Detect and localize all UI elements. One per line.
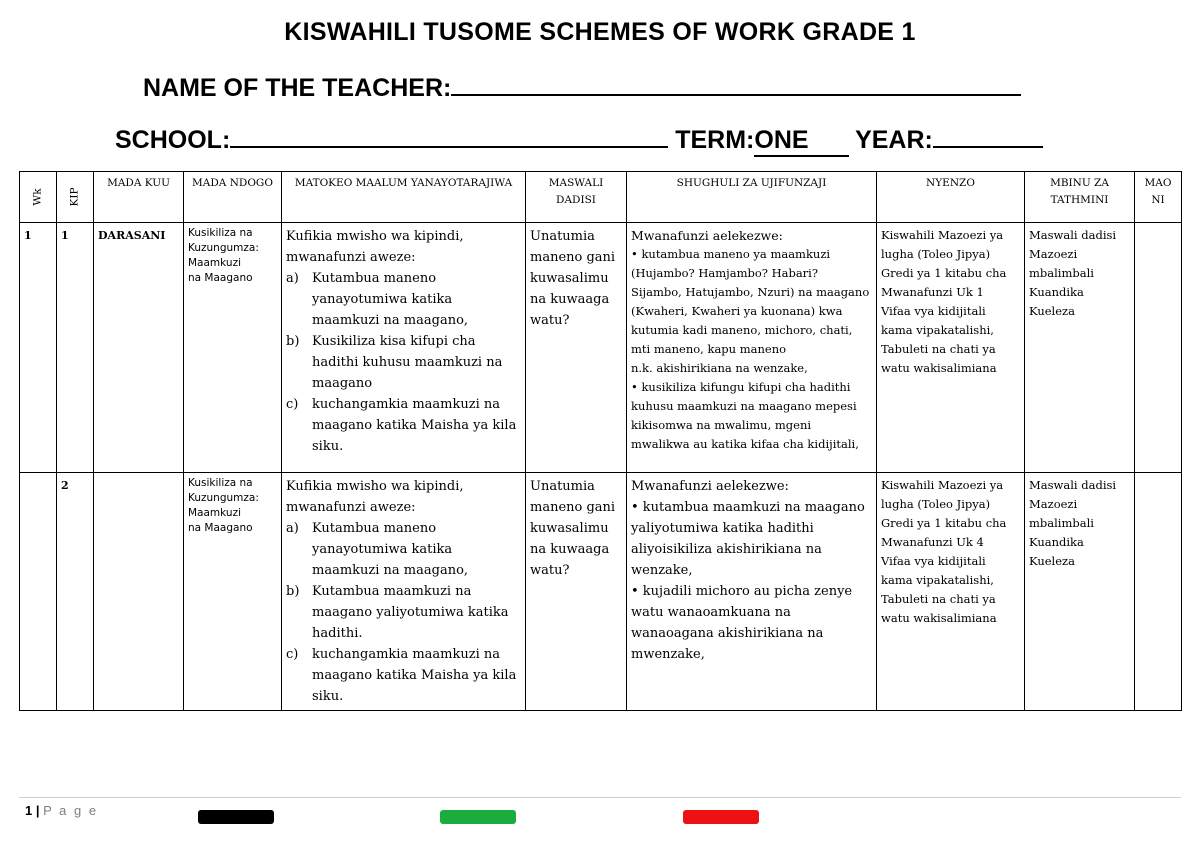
header-kip: KIP [57, 172, 94, 223]
cell-matokeo: Kufikia mwisho wa kipindi, mwanafunzi aweze: a) Kutambua maneno yanayotumiwa katika maamkuzi na maagano, b) Kusikiliza kisa kifupi cha hadithi kuhusu maamkuzi na maagano c) kuchangamkia maamkuzi na maagano katika Maisha ya kila siku. [282, 223, 526, 473]
cell-maswali: Unatumia maneno gani kuwasalimu na kuwaaga watu? [526, 473, 627, 711]
table-row [20, 223, 1182, 473]
teacher-name-line [143, 72, 1021, 103]
page-footer [25, 803, 98, 818]
cell-wk: 1 [20, 223, 57, 473]
school-term-year-line [115, 124, 1043, 157]
cell-mbinu: Maswali dadisi Mazoezi mbalimbali Kuandika Kueleza [1025, 223, 1135, 473]
header-maoni: MAO NI [1135, 172, 1182, 223]
cell-mada-kuu: DARASANI [94, 223, 184, 473]
cell-kip: 2 [57, 473, 94, 711]
list-item: b) Kutambua maamkuzi na maagano yaliyotumiwa katika hadithi. [286, 584, 509, 641]
cell-wk [20, 473, 57, 711]
teacher-label: NAME OF THE TEACHER: [143, 74, 452, 102]
term-value: ONE [754, 126, 848, 157]
table-header-row [20, 172, 1182, 223]
cell-maoni[interactable] [1135, 473, 1182, 711]
header-matokeo: MATOKEO MAALUM YANAYOTARAJIWA [282, 172, 526, 223]
teacher-name-blank[interactable] [451, 72, 1021, 96]
cell-mbinu: Maswali dadisi Mazoezi mbalimbali Kuandika Kueleza [1025, 473, 1135, 711]
year-blank[interactable] [933, 124, 1043, 148]
cell-nyenzo: Kiswahili Mazoezi ya lugha (Toleo Jipya) Gredi ya 1 kitabu cha Mwanafunzi Uk 4 Vifaa vya kidijitali kama vipakatalishi, Tabuleti na chati ya watu wakisalimiana [877, 473, 1025, 711]
header-nyenzo: NYENZO [877, 172, 1025, 223]
list-item: a) Kutambua maneno yanayotumiwa katika maamkuzi na maagano, [286, 271, 469, 328]
cell-maoni[interactable] [1135, 223, 1182, 473]
school-label: SCHOOL: [115, 126, 231, 154]
cell-maswali: Unatumia maneno gani kuwasalimu na kuwaaga watu? [526, 223, 627, 473]
list-item: c) kuchangamkia maamkuzi na maagano katika Maisha ya kila siku. [286, 647, 517, 704]
header-mada-kuu: MADA KUU [94, 172, 184, 223]
cell-kip: 1 [57, 223, 94, 473]
document-title: KISWAHILI TUSOME SCHEMES OF WORK GRADE 1 [284, 18, 916, 46]
school-blank[interactable] [230, 124, 668, 148]
schemes-table [19, 171, 1182, 711]
list-item: b) Kusikiliza kisa kifupi cha hadithi kuhusu maamkuzi na maagano [286, 334, 503, 391]
list-item: c) kuchangamkia maamkuzi na maagano katika Maisha ya kila siku. [286, 397, 517, 454]
green-color-bar [440, 810, 516, 824]
cell-mada-kuu [94, 473, 184, 711]
page-number: 1 [25, 803, 33, 818]
cell-mada-ndogo: Kusikiliza na Kuzungumza: Maamkuzi na Maagano [184, 223, 282, 473]
cell-mada-ndogo: Kusikiliza na Kuzungumza: Maamkuzi na Maagano [184, 473, 282, 711]
red-color-bar [683, 810, 759, 824]
page-label: P a g e [43, 803, 99, 818]
footer-divider [19, 797, 1181, 798]
header-maswali: MASWALI DADISI [526, 172, 627, 223]
cell-shughuli: Mwanafunzi aelekezwe: • kutambua maamkuzi na maagano yaliyotumiwa katika hadithi aliyoisikiliza akishirikiana na wenzake, • kujadili michoro au picha zenye watu wanaoamkuana na wanaoagana akishirikiana na mwenzake, [627, 473, 877, 711]
header-shughuli: SHUGHULI ZA UJIFUNZAJI [627, 172, 877, 223]
page-separator: | [35, 803, 40, 818]
list-item: a) Kutambua maneno yanayotumiwa katika maamkuzi na maagano, [286, 521, 469, 578]
cell-nyenzo: Kiswahili Mazoezi ya lugha (Toleo Jipya) Gredi ya 1 kitabu cha Mwanafunzi Uk 1 Vifaa vya kidijitali kama vipakatalishi, Tabuleti na chati ya watu wakisalimiana [877, 223, 1025, 473]
black-color-bar [198, 810, 274, 824]
cell-matokeo: Kufikia mwisho wa kipindi, mwanafunzi aweze: a) Kutambua maneno yanayotumiwa katika maamkuzi na maagano, b) Kutambua maamkuzi na maagano yaliyotumiwa katika hadithi. c) kuchangamkia maamkuzi na maagano katika Maisha ya kila siku. [282, 473, 526, 711]
header-mbinu: MBINU ZA TATHMINI [1025, 172, 1135, 223]
header-wk: Wk [20, 172, 57, 223]
table-row [20, 473, 1182, 711]
term-label: TERM: [675, 126, 755, 154]
cell-shughuli: Mwanafunzi aelekezwe: • kutambua maneno ya maamkuzi (Hujambo? Hamjambo? Habari? Sijambo, Hatujambo, Nzuri) na maagano (Kwaheri, Kwaheri ya kuonana) kwa kutumia kadi maneno, michoro, chati, mti maneno, kapu maneno n.k. akishirikiana na wenzake, • kusikiliza kifungu kifupi cha hadithi kuhusu maamkuzi na maagano mepesi kikisomwa na mwalimu, mgeni mwalikwa au katika kifaa cha kidijitali, [627, 223, 877, 473]
year-label: YEAR: [855, 126, 933, 154]
header-mada-ndogo: MADA NDOGO [184, 172, 282, 223]
